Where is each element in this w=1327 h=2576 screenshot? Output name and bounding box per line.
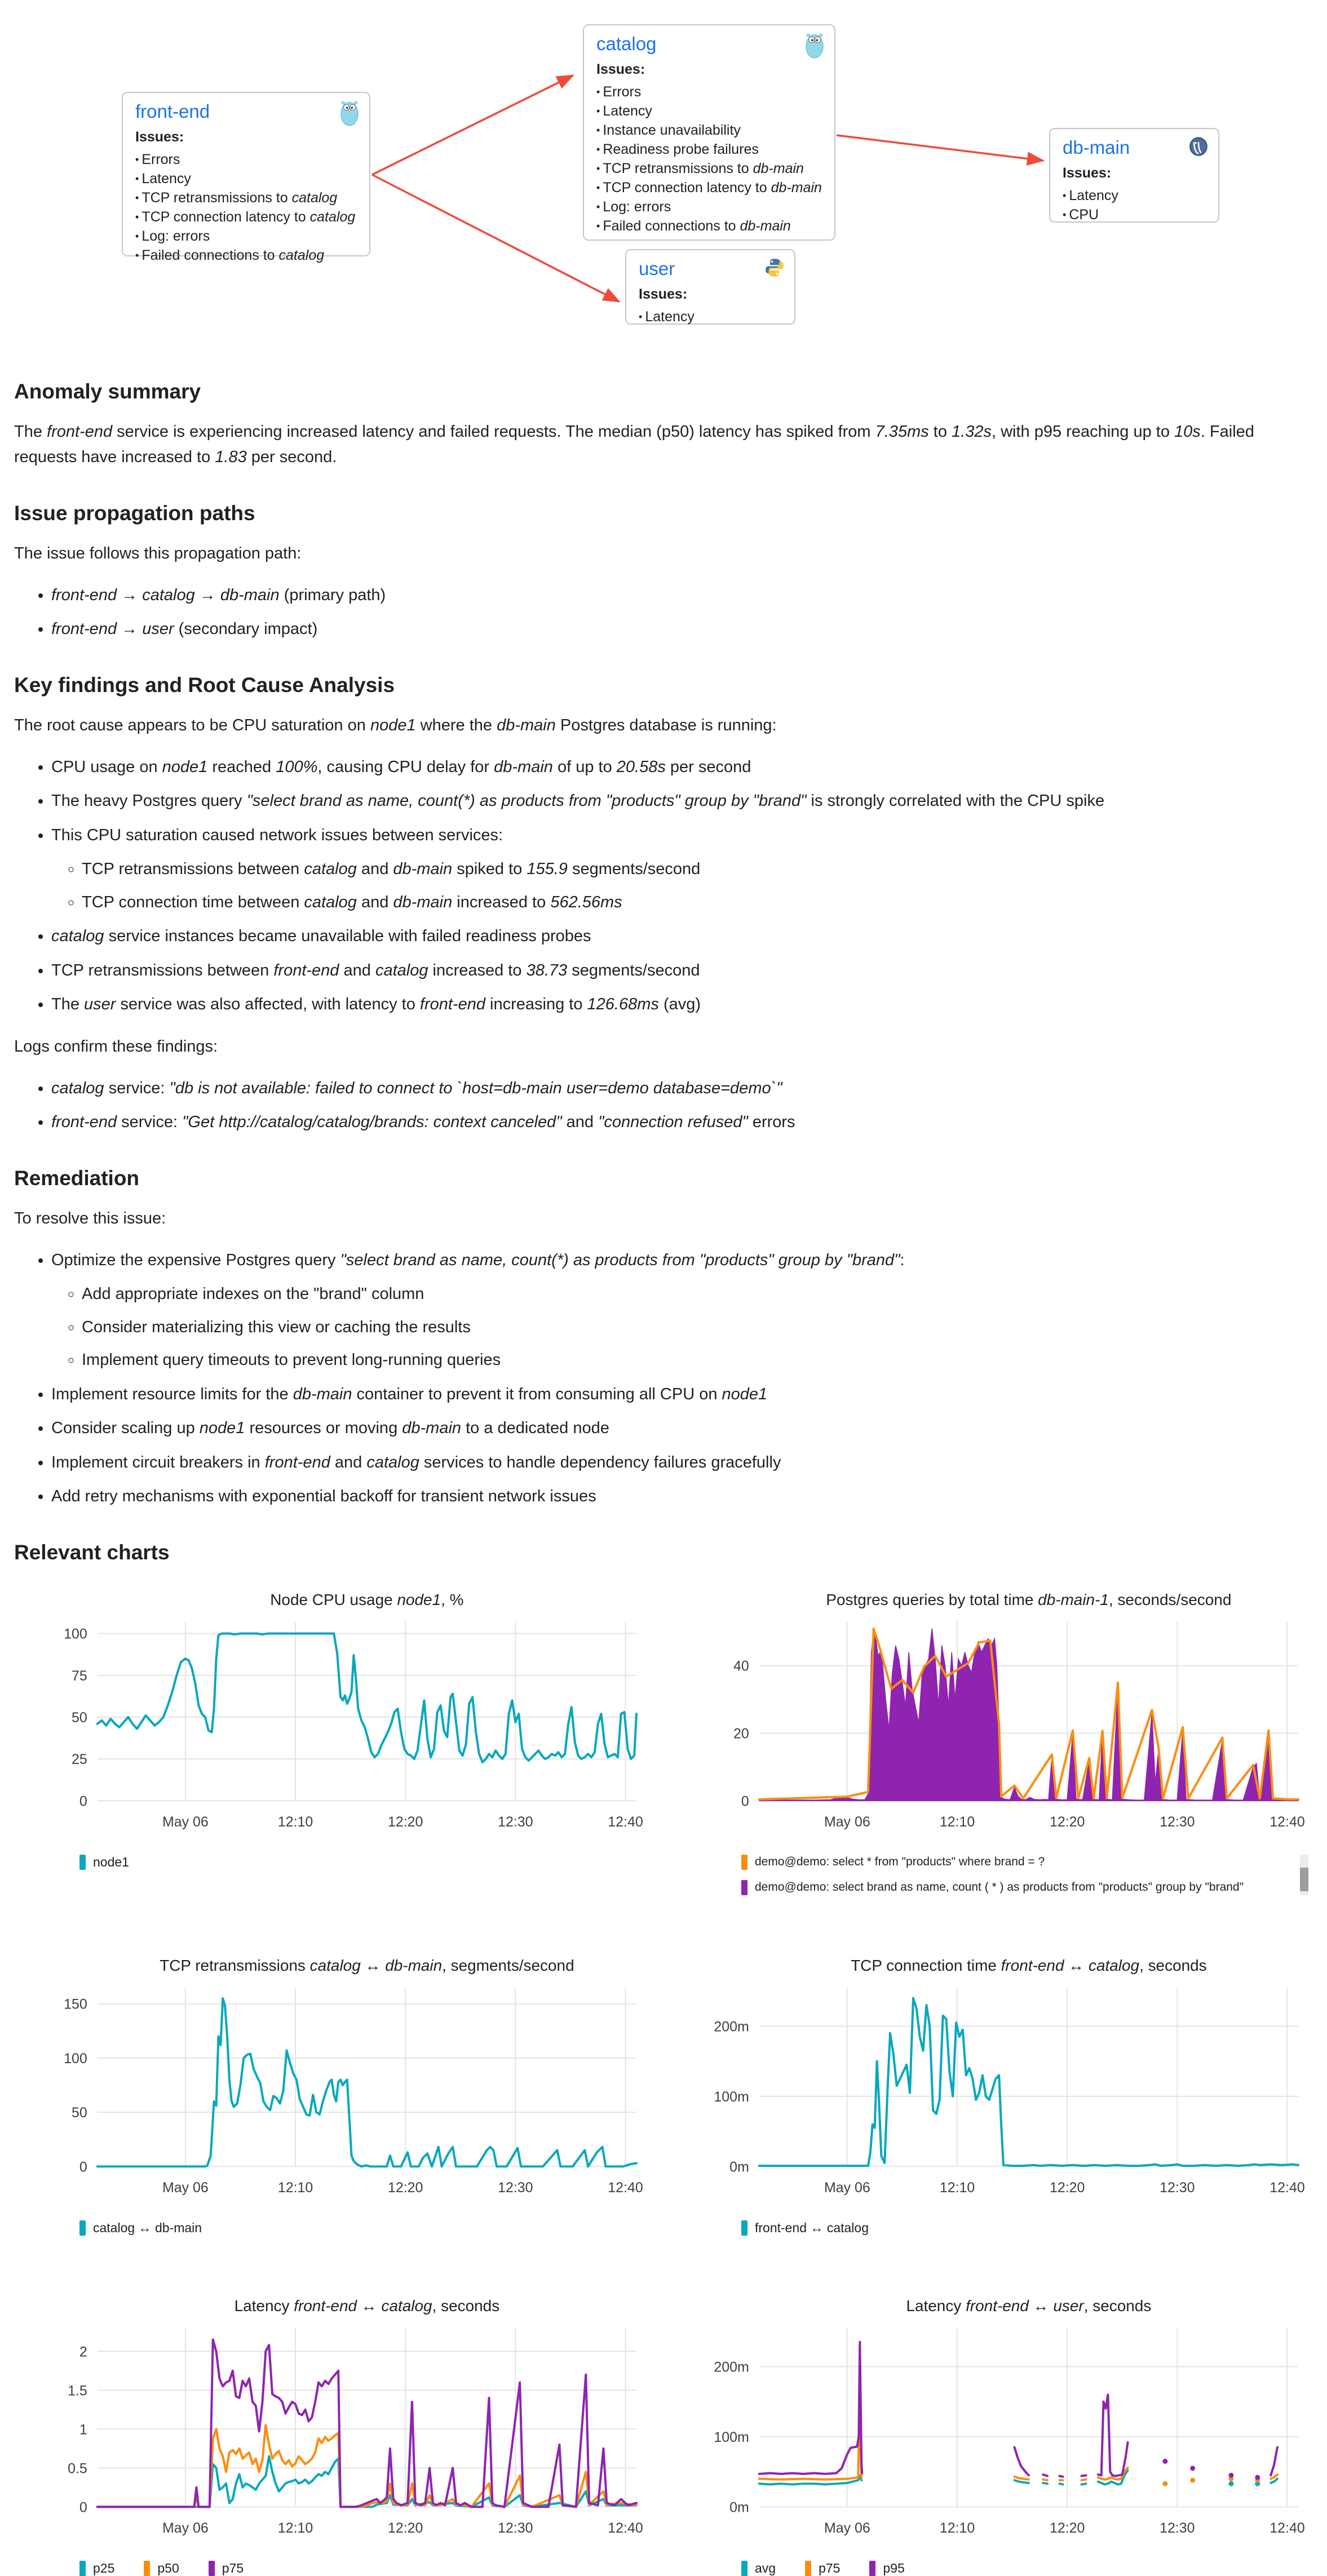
list-item (51, 959, 1313, 983)
svg-text:0m: 0m (729, 2159, 749, 2175)
svg-text:0: 0 (79, 2499, 87, 2516)
legend-item (79, 2220, 202, 2236)
svg-text:12:40: 12:40 (608, 2520, 643, 2537)
chart-svg (676, 2292, 1313, 2556)
list-item (51, 924, 1313, 949)
list-item (51, 1484, 1313, 1509)
legend-swatch-icon (741, 2220, 747, 2236)
issue-item: • TCP retransmissions to db-main (596, 159, 822, 178)
svg-text:2: 2 (79, 2344, 87, 2360)
chart-svg (676, 1586, 1313, 1850)
list-item-text: Implement resource limits for the db-main container to prevent it from consuming all CPU on node1 (51, 1385, 768, 1403)
legend-item (741, 2561, 776, 2576)
legend-label: catalog ↔ db-main (93, 2220, 202, 2235)
section-heading-relevant-charts: Relevant charts (14, 1540, 170, 1564)
legend-scrollbar[interactable] (1300, 1855, 1308, 1895)
chart-title: Latency front-end ↔ catalog, seconds (234, 2296, 500, 2315)
section-heading-key-findings: Key findings and Root Cause Analysis (14, 673, 395, 697)
issues-list (1063, 186, 1206, 224)
legend-item (209, 2561, 244, 2576)
legend-label: p75 (222, 2561, 244, 2576)
legend-scrollbar-thumb[interactable] (1300, 1868, 1308, 1891)
chart-latency-front-end-catalog (14, 2292, 651, 2576)
section-heading-anomaly-summary: Anomaly summary (14, 380, 201, 403)
chart-title: Node CPU usage node1, % (270, 1590, 464, 1608)
svg-text:50: 50 (72, 1709, 87, 1726)
chart-latency-front-end-user (676, 2292, 1313, 2576)
issue-item: • Instance unavailability (596, 121, 822, 140)
list-item: • front-end → catalog → db-main (primary path) (51, 583, 1313, 608)
remediation-sublist (51, 1282, 1313, 1373)
legend-item (79, 2561, 114, 2576)
svg-text:May 06: May 06 (824, 2520, 870, 2537)
chart-legend (79, 2561, 651, 2576)
logs-intro: Logs confirm these findings: (14, 1037, 218, 1056)
legend-label: p95 (883, 2561, 905, 2576)
svg-text:12:10: 12:10 (939, 1814, 975, 1830)
legend-item (805, 2561, 840, 2576)
legend-swatch-icon (144, 2561, 150, 2576)
list-item (51, 992, 1313, 1017)
issue-item: • Failed connections to db-main (596, 216, 822, 236)
list-item: ◦ TCP retransmissions between catalog and db-main spiked to 155.9 segments/second (82, 857, 1313, 882)
svg-text:1: 1 (79, 2422, 87, 2438)
svg-text:May 06: May 06 (162, 2520, 209, 2537)
chart-legend (741, 1855, 1313, 1895)
list-item-text: Add retry mechanisms with exponential backoff for transient network issues (51, 1487, 596, 1506)
arrow-front-end-to-catalog (372, 76, 573, 175)
svg-text:12:30: 12:30 (1160, 2180, 1195, 2196)
issues-list (135, 150, 357, 265)
legend-label: p75 (819, 2561, 841, 2576)
chart-legend (79, 1855, 651, 1870)
svg-text:12:40: 12:40 (608, 1814, 643, 1830)
issue-item: • Errors (596, 82, 822, 101)
svg-text:200m: 200m (714, 2359, 749, 2375)
svg-text:0: 0 (79, 2159, 87, 2175)
svg-text:100m: 100m (714, 2089, 749, 2105)
svg-text:12:20: 12:20 (1049, 2180, 1085, 2196)
service-node-front-end (122, 92, 370, 263)
chart-title: TCP connection time front-end ↔ catalog, seconds (851, 1956, 1207, 1974)
findings-list (14, 755, 1313, 1017)
svg-text:12:40: 12:40 (1270, 2520, 1305, 2537)
chart-tcp-connection-time-front-end-catalog (676, 1952, 1313, 2236)
legend-item (144, 2561, 179, 2576)
list-item-text: Consider scaling up node1 resources or moving db-main to a dedicated node (51, 1419, 609, 1438)
svg-text:25: 25 (72, 1751, 87, 1767)
svg-text:12:20: 12:20 (1049, 1814, 1085, 1830)
svg-text:12:30: 12:30 (1160, 1814, 1195, 1830)
svg-text:12:20: 12:20 (1049, 2520, 1085, 2537)
legend-item (79, 1855, 129, 1870)
issues-list (596, 82, 822, 236)
svg-text:12:10: 12:10 (939, 2180, 975, 2196)
list-item-text: CPU usage on node1 reached 100%, causing CPU delay for db-main of up to 20.58s per second (51, 757, 751, 776)
issue-item: • TCP connection latency to db-main (596, 178, 822, 197)
list-item-text: catalog service instances became unavailable with failed readiness probes (51, 927, 591, 946)
svg-text:May 06: May 06 (824, 1814, 870, 1830)
issues-label: Issues: (596, 61, 645, 77)
svg-text:12:20: 12:20 (387, 1814, 423, 1830)
svg-text:40: 40 (733, 1658, 749, 1674)
findings-intro: The root cause appears to be CPU saturation on node1 where the db-main Postgres database is running: (14, 716, 777, 734)
arrow-catalog-to-db-main (837, 135, 1043, 161)
svg-text:200m: 200m (714, 2019, 749, 2035)
chart-tcp-retransmissions-catalog-db-main (14, 1952, 651, 2236)
svg-text:12:20: 12:20 (387, 2520, 423, 2537)
svg-text:100m: 100m (714, 2429, 749, 2445)
list-item-text: TCP retransmissions between front-end and catalog increased to 38.73 segments/second (51, 961, 700, 979)
svg-text:150: 150 (64, 1996, 87, 2012)
arrow-front-end-to-user (372, 175, 619, 302)
chart-legend (741, 2561, 1313, 2576)
service-node-catalog (583, 24, 835, 241)
list-item (51, 823, 1313, 915)
svg-text:May 06: May 06 (162, 1814, 209, 1830)
issues-list (639, 307, 782, 326)
svg-text:1.5: 1.5 (68, 2383, 87, 2399)
service-link-db-main[interactable]: db-main (1063, 137, 1130, 158)
log-findings-list (14, 1076, 1313, 1135)
chart-legend (741, 2220, 1313, 2236)
issue-item: • CPU (1063, 205, 1206, 224)
issue-item: • Failed connections to catalog (135, 246, 357, 265)
chart-title: Latency front-end ↔ user, seconds (906, 2296, 1152, 2315)
svg-text:12:30: 12:30 (498, 2520, 533, 2537)
chart-postgres-queries-by-total-time (676, 1586, 1313, 1895)
svg-text:12:40: 12:40 (1270, 2180, 1305, 2196)
svg-text:12:10: 12:10 (277, 2180, 313, 2196)
issue-item: • Log: errors (135, 227, 357, 246)
legend-swatch-icon (869, 2561, 875, 2576)
legend-label: demo@demo: select brand as name, count ( * ) as products from "products" group by "brand" (755, 1881, 1244, 1894)
svg-text:12:30: 12:30 (498, 1814, 533, 1830)
service-node-db-main (1049, 128, 1219, 223)
list-item-text: This CPU saturation caused network issues between services: (51, 826, 503, 844)
service-node-user (625, 249, 795, 325)
legend-item (741, 1855, 1045, 1870)
legend-swatch-icon (209, 2561, 215, 2576)
list-item-text: The user service was also affected, with latency to front-end increasing to 126.68ms (avg) (51, 995, 701, 1014)
legend-label: avg (755, 2561, 776, 2576)
list-item (51, 1248, 1313, 1373)
legend-swatch-icon (805, 2561, 811, 2576)
issue-item: • Errors (135, 150, 357, 169)
svg-text:12:40: 12:40 (608, 2180, 643, 2196)
list-item: ◦ Add appropriate indexes on the "brand" column (82, 1282, 1313, 1307)
anomaly-summary-paragraph: The front-end service is experiencing increased latency and failed requests. The median (p50) latency has spiked from 7.35ms to 1.32s, with p95 reaching up to 10s. Failed requests have increased to 1.83 per second. (14, 423, 1254, 466)
list-item: • catalog service: "db is not available: failed to connect to `host=db-main user=demo database=demo`" (51, 1076, 1313, 1101)
legend-swatch-icon (741, 1855, 747, 1870)
go-gopher-icon (804, 32, 825, 57)
list-item: ◦ Consider materializing this view or caching the results (82, 1315, 1313, 1340)
legend-item (741, 1880, 1244, 1895)
svg-text:50: 50 (72, 2104, 87, 2121)
postgresql-icon (1188, 136, 1209, 161)
svg-text:12:20: 12:20 (387, 2180, 423, 2196)
legend-label: demo@demo: select * from "products" where brand = ? (755, 1855, 1045, 1869)
issues-label: Issues: (639, 286, 688, 302)
list-item-text: The heavy Postgres query "select brand as name, count(*) as products from "products" group by "brand" is strongly correlated with the CPU spike (51, 792, 1105, 810)
python-icon (764, 257, 785, 282)
list-item: • front-end → user (secondary impact) (51, 617, 1313, 642)
svg-text:May 06: May 06 (162, 2180, 209, 2196)
legend-label: p25 (93, 2561, 115, 2576)
svg-text:12:30: 12:30 (1160, 2520, 1195, 2537)
issue-item: • Latency (596, 101, 822, 121)
svg-text:0: 0 (741, 1793, 749, 1809)
chart-node-cpu-usage (14, 1586, 651, 1895)
legend-item (741, 2220, 869, 2236)
chart-title: TCP retransmissions catalog ↔ db-main, segments/second (160, 1956, 574, 1974)
remediation-intro: To resolve this issue: (14, 1209, 166, 1227)
section-heading-remediation: Remediation (14, 1166, 140, 1190)
findings-sublist (51, 857, 1313, 915)
issues-label: Issues: (1063, 165, 1112, 181)
issues-label: Issues: (135, 129, 184, 145)
list-item (51, 789, 1313, 814)
chart-svg (14, 1586, 651, 1850)
svg-text:May 06: May 06 (824, 2180, 870, 2196)
chart-svg (14, 1952, 651, 2216)
legend-label: front-end ↔ catalog (755, 2220, 869, 2235)
propagation-intro: The issue follows this propagation path: (14, 544, 302, 562)
svg-text:12:10: 12:10 (277, 2520, 313, 2537)
issue-item: • TCP retransmissions to catalog (135, 188, 357, 207)
service-link-front-end[interactable]: front-end (135, 101, 210, 122)
issue-item: • Latency (1063, 186, 1206, 205)
charts-grid (14, 1586, 1313, 2576)
svg-text:0: 0 (79, 1793, 87, 1809)
chart-title: Postgres queries by total time db-main-1, seconds/second (826, 1590, 1232, 1608)
section-heading-propagation-paths: Issue propagation paths (14, 501, 255, 525)
list-item: ◦ TCP connection time between catalog and db-main increased to 562.56ms (82, 890, 1313, 915)
svg-text:12:40: 12:40 (1270, 1814, 1305, 1830)
legend-swatch-icon (741, 1880, 747, 1895)
report-body (0, 380, 1327, 2576)
remediation-list (14, 1248, 1313, 1509)
go-gopher-icon (339, 100, 360, 125)
legend-label: p50 (157, 2561, 179, 2576)
service-link-user[interactable]: user (639, 258, 675, 279)
legend-swatch-icon (79, 1855, 86, 1870)
svg-text:100: 100 (64, 2050, 87, 2067)
chart-legend (79, 2220, 651, 2236)
svg-text:0.5: 0.5 (68, 2460, 87, 2477)
svg-text:12:30: 12:30 (498, 2180, 533, 2196)
issue-item: • Latency (639, 307, 782, 326)
service-dependency-diagram (0, 0, 1327, 348)
list-item-text: Optimize the expensive Postgres query "select brand as name, count(*) as products from "products" group by "brand": (51, 1251, 905, 1269)
issue-item: • Latency (135, 169, 357, 188)
svg-text:12:10: 12:10 (277, 1814, 313, 1830)
list-item: • front-end service: "Get http://catalog/catalog/brands: context canceled" and "connection refused" errors (51, 1110, 1313, 1135)
list-item (51, 755, 1313, 780)
list-item: ◦ Implement query timeouts to prevent long-running queries (82, 1348, 1313, 1373)
legend-item (869, 2561, 904, 2576)
chart-svg (676, 1952, 1313, 2216)
issue-item: • TCP connection latency to catalog (135, 207, 357, 227)
list-item (51, 1416, 1313, 1441)
svg-text:12:10: 12:10 (939, 2520, 975, 2537)
svg-text:75: 75 (72, 1668, 87, 1684)
issue-item: • Log: errors (596, 197, 822, 216)
svg-text:0m: 0m (729, 2499, 749, 2516)
issue-item: • Readiness probe failures (596, 140, 822, 159)
list-item-text: Implement circuit breakers in front-end and catalog services to handle dependency failures gracefully (51, 1453, 781, 1471)
service-link-catalog[interactable]: catalog (596, 33, 657, 54)
list-item (51, 1451, 1313, 1475)
legend-label: node1 (93, 1854, 129, 1869)
svg-text:100: 100 (64, 1626, 87, 1642)
propagation-list (14, 583, 1313, 642)
legend-swatch-icon (79, 2561, 86, 2576)
legend-swatch-icon (79, 2220, 86, 2236)
list-item (51, 1382, 1313, 1407)
svg-text:20: 20 (733, 1726, 749, 1742)
legend-swatch-icon (741, 2561, 747, 2576)
chart-svg (14, 2292, 651, 2556)
